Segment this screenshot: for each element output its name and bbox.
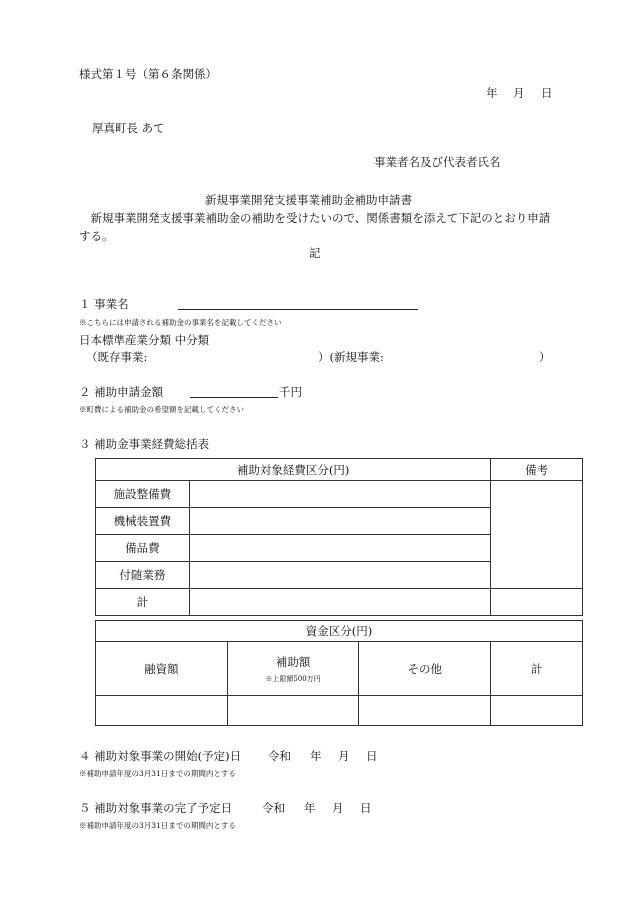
body-text-line2: する。	[79, 229, 114, 243]
row-facility: 施設整備費	[96, 481, 190, 508]
section4-day: 日	[366, 749, 378, 763]
section5-year: 年	[304, 801, 316, 815]
section2-label: ２ 補助申請金額	[79, 385, 164, 399]
row-equipment: 備品費	[96, 535, 190, 562]
body-text-line1: 新規事業開発支援事業補助金の補助を受けたいので、関係書類を添えて下記のとおり申請	[79, 211, 551, 225]
expense-table	[95, 458, 583, 616]
form-number: 様式第１号（第６条関係）	[79, 67, 217, 81]
cell-funding-total[interactable]	[491, 696, 583, 726]
col-subsidy-label: 補助額	[275, 654, 311, 669]
section4-month: 月	[338, 749, 350, 763]
cell-equipment-value[interactable]	[189, 535, 490, 562]
section5-label: ５ 補助対象事業の完了予定日	[79, 801, 233, 815]
document-title: 新規事業開発支援事業補助金補助申請書	[205, 193, 412, 207]
close-paren: ）	[539, 350, 551, 364]
cell-other-value[interactable]	[359, 696, 491, 726]
existing-business-label: （既存事業:	[86, 350, 148, 364]
remarks-header: 備考	[491, 459, 583, 481]
section4-note: ※補助申請年度の3月31日までの期間内とする	[79, 769, 236, 778]
expense-category-header: 補助対象経費区分(円)	[96, 459, 491, 481]
section4-era: 令和	[268, 749, 291, 763]
section5-day: 日	[360, 801, 372, 815]
row-machinery: 機械装置費	[96, 508, 190, 535]
cell-remarks[interactable]	[491, 481, 583, 589]
amount-line[interactable]	[190, 397, 278, 398]
row-incidental: 付随業務	[96, 562, 190, 589]
section1-note: ※こちらには申請される補助金の事業名を記載してください	[79, 318, 282, 327]
col-subsidy-note: ※上限額500万円	[265, 674, 321, 683]
applicant-name-label: 事業者名及び代表者氏名	[374, 155, 501, 169]
section5-era: 令和	[262, 801, 285, 815]
funding-header: 資金区分(円)	[96, 621, 583, 642]
section2-note: ※町費による補助金の希望額を記載してください	[79, 405, 244, 414]
date-day-label: 日	[541, 86, 553, 100]
cell-total-value[interactable]	[189, 589, 490, 616]
cell-financing-value[interactable]	[96, 696, 228, 726]
col-financing: 融資額	[96, 642, 228, 696]
amount-unit: 千円	[279, 385, 302, 399]
addressee: 厚真町長 あて	[92, 121, 165, 135]
cell-facility-value[interactable]	[189, 481, 490, 508]
section5-month: 月	[332, 801, 344, 815]
section5-note: ※補助申請年度の3月31日までの期間内とする	[79, 821, 236, 830]
section4-year: 年	[310, 749, 322, 763]
cell-machinery-value[interactable]	[189, 508, 490, 535]
ki-label: 記	[309, 246, 321, 260]
col-subsidy	[227, 642, 359, 696]
col-other: その他	[359, 642, 491, 696]
col-total: 計	[491, 642, 583, 696]
industry-classification: 日本標準産業分類 中分類	[79, 333, 210, 347]
section1-label: １ 事業名	[79, 297, 129, 311]
cell-total-remarks[interactable]	[491, 589, 583, 616]
cell-subsidy-value[interactable]	[227, 696, 359, 726]
row-total: 計	[96, 589, 190, 616]
business-name-line[interactable]	[178, 309, 418, 310]
funding-table	[95, 620, 583, 726]
date-month-label: 月	[513, 86, 525, 100]
new-business-label: ）(新規事業:	[318, 350, 384, 364]
cell-incidental-value[interactable]	[189, 562, 490, 589]
section4-label: ４ 補助対象事業の開始(予定)日	[79, 749, 242, 763]
date-year-label: 年	[486, 86, 498, 100]
section3-label: ３ 補助金事業経費総括表	[79, 437, 210, 451]
